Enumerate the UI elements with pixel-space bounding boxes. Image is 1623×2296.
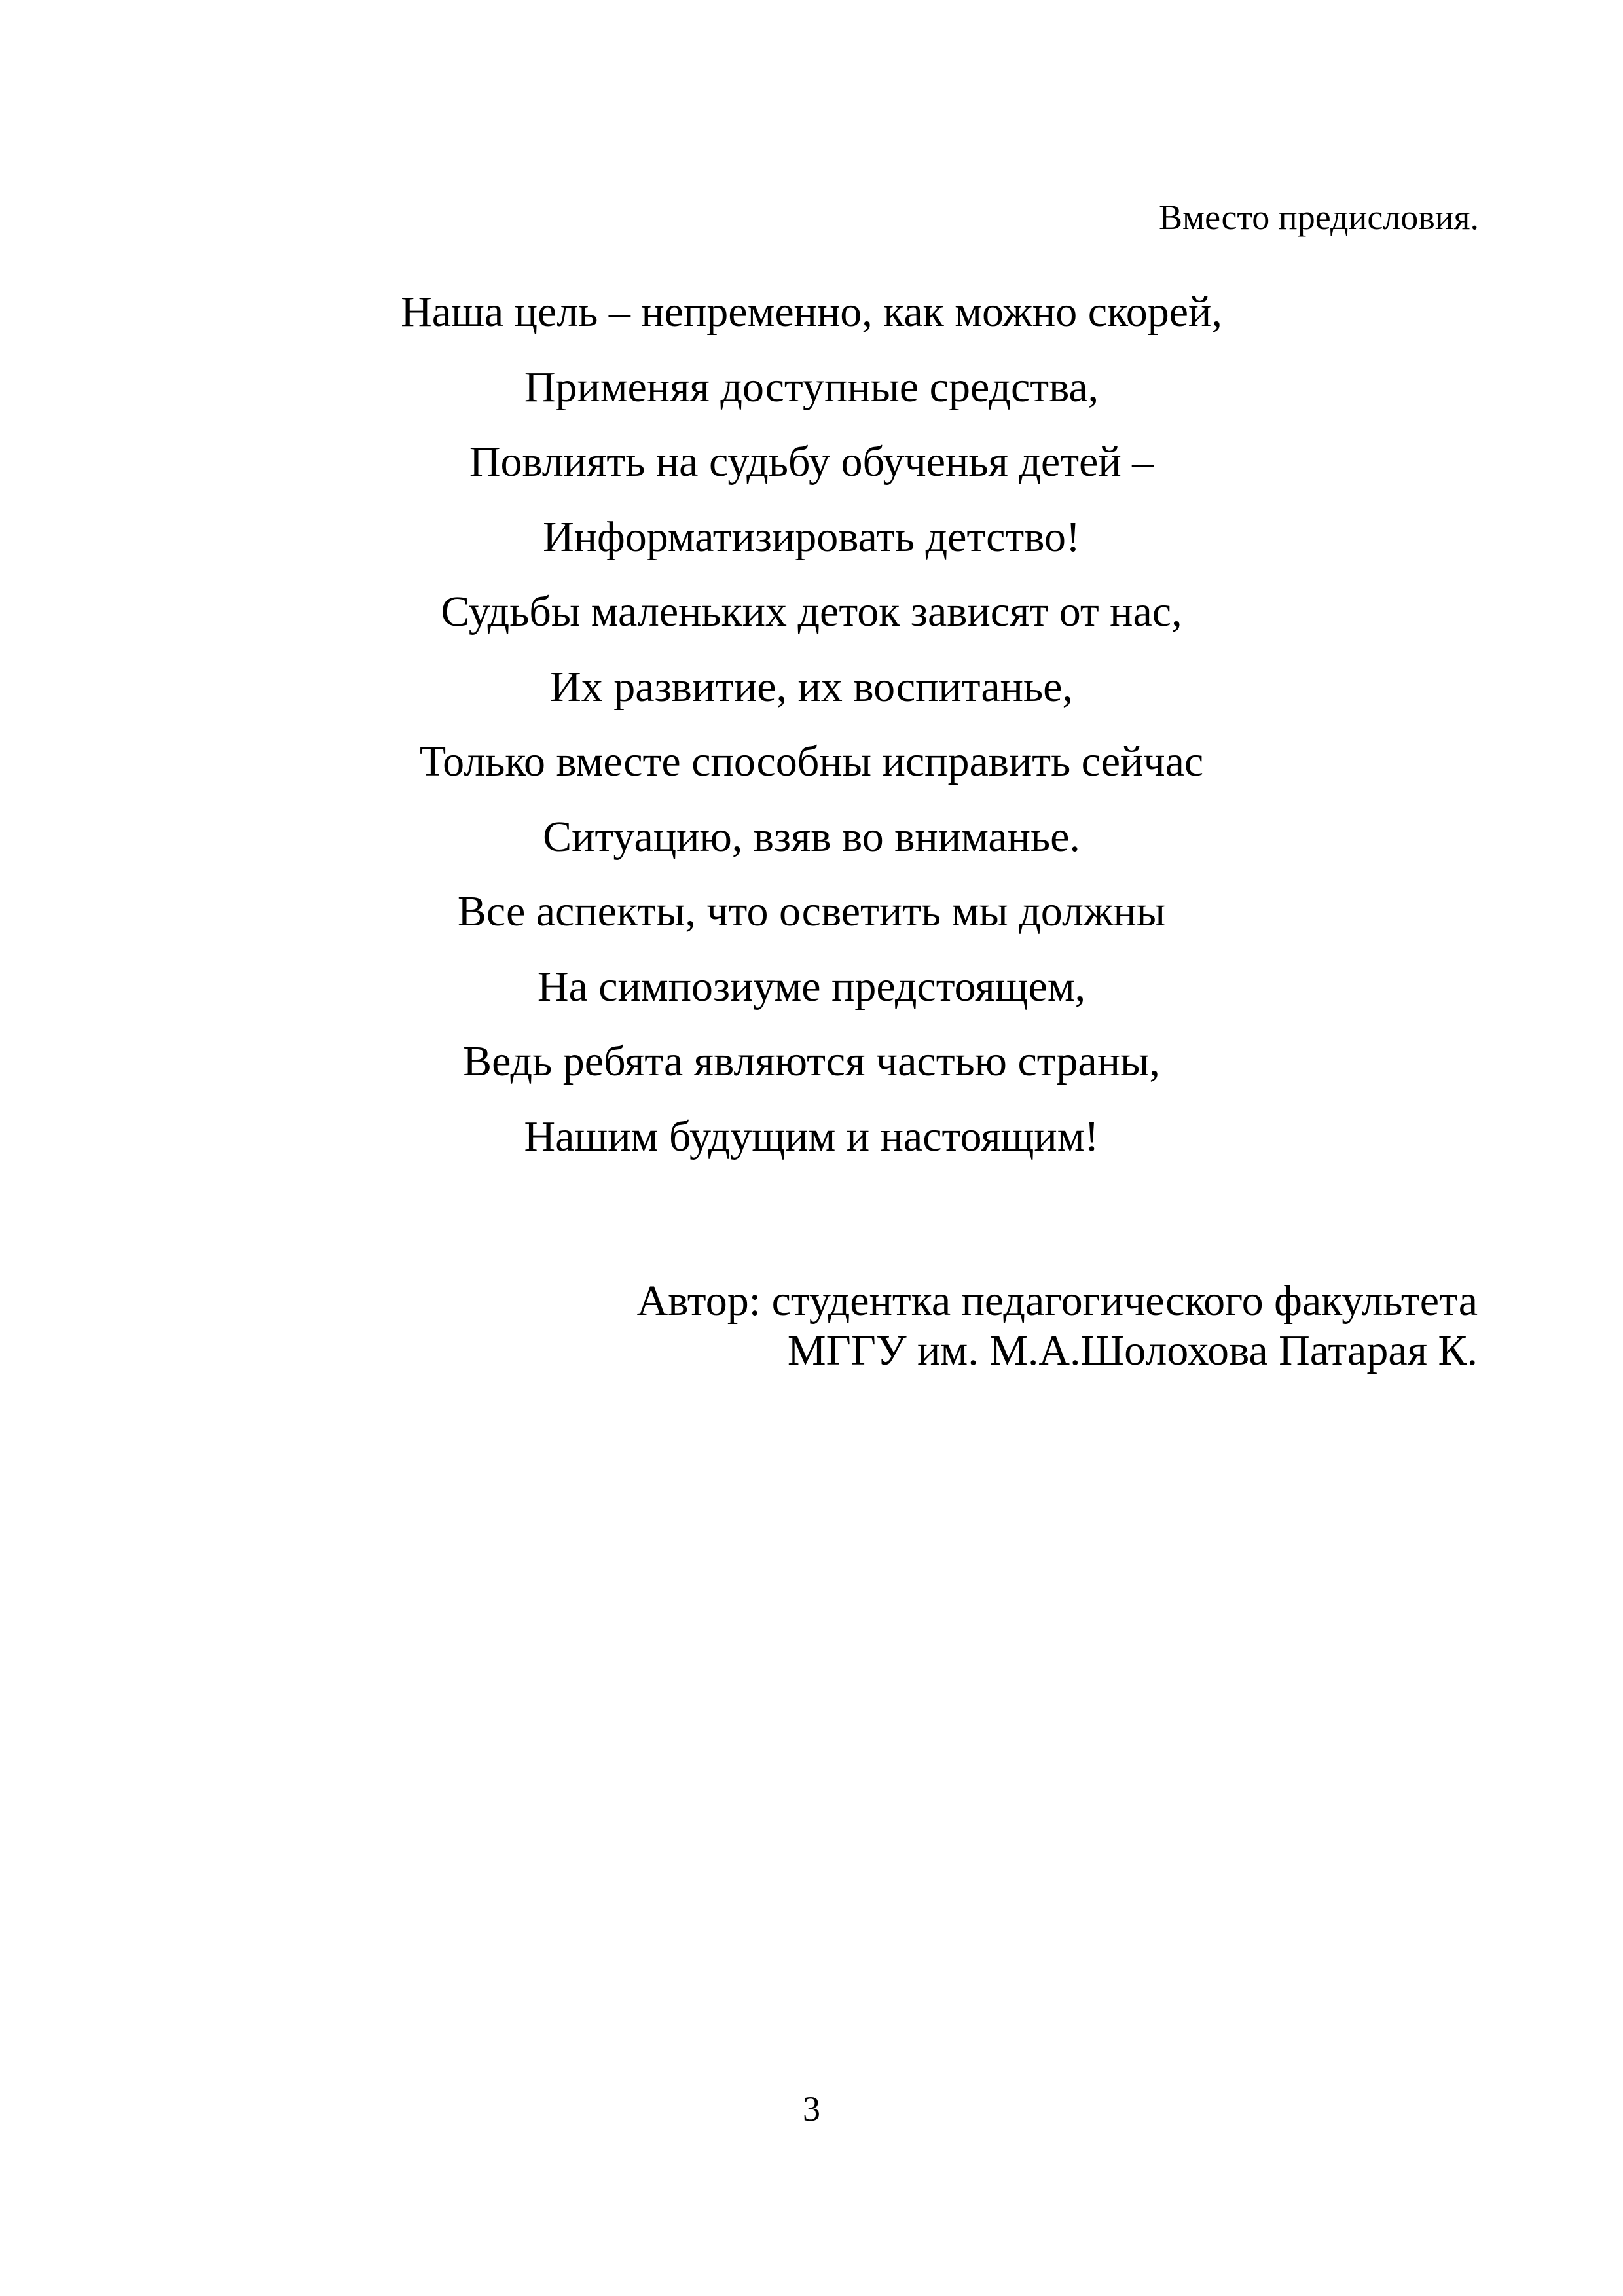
author-attribution bbox=[637, 1276, 1478, 1376]
poem-line: Наша цель – непременно, как можно скорей, bbox=[401, 288, 1222, 336]
poem-line: Повлиять на судьбу обученья детей – bbox=[469, 438, 1154, 486]
poem-line: Применяя доступные средства, bbox=[524, 363, 1099, 411]
author-line: Автор: студентка педагогического факультета bbox=[636, 1277, 1478, 1325]
poem-line: Ведь ребята являются частью страны, bbox=[463, 1037, 1160, 1085]
poem-line: Все аспекты, что осветить мы должны bbox=[457, 888, 1166, 935]
poem bbox=[0, 275, 1623, 1174]
poem-line: Ситуацию, взяв во вниманье. bbox=[543, 812, 1080, 861]
poem-line: Судьбы маленьких деток зависят от нас, bbox=[441, 588, 1182, 636]
poem-line: Только вместе способны исправить сейчас bbox=[419, 738, 1204, 785]
poem-line: Их развитие, их воспитанье, bbox=[550, 662, 1073, 711]
poem-line: Информатизировать детство! bbox=[543, 512, 1080, 561]
epigraph-heading: Вместо предисловия. bbox=[1158, 198, 1479, 237]
poem-line: Нашим будущим и настоящим! bbox=[524, 1112, 1099, 1160]
author-line: МГГУ им. М.А.Шолохова Патарая К. bbox=[787, 1327, 1478, 1374]
poem-line: На симпозиуме предстоящем, bbox=[537, 962, 1086, 1011]
page-number: 3 bbox=[803, 2089, 820, 2128]
